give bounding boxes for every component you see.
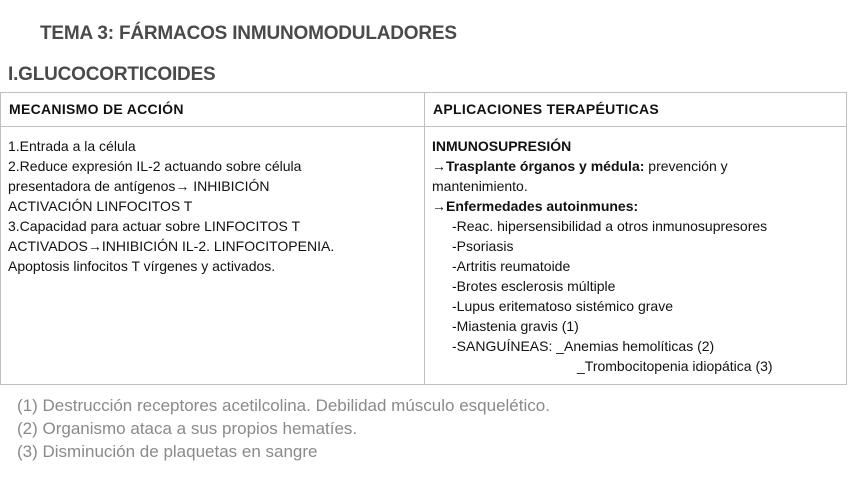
table-row [1, 127, 847, 385]
list-item: -Psoriasis [452, 238, 514, 254]
list-item: -Artritis reumatoide [452, 258, 571, 274]
transplant-text: prevención y [644, 158, 728, 174]
footnote: (1) Destrucción receptores acetilcolina. Debilidad músculo esquelético. [17, 396, 550, 415]
mechanism-cell [1, 127, 425, 385]
autoimmune-label: →Enfermedades autoinmunes: [432, 198, 639, 214]
mechanism-line: 2.Reduce expresión IL-2 actuando sobre célula [8, 158, 302, 174]
footnote: (3) Disminución de plaquetas en sangre [17, 442, 318, 461]
list-item: -SANGUÍNEAS: _Anemias hemolíticas (2) [452, 338, 715, 354]
mechanism-header: MECANISMO DE ACCIÓN [1, 93, 425, 127]
footnotes [17, 394, 550, 463]
list-item: -Lupus eritematoso sistémico grave [452, 298, 673, 314]
list-item: _Trombocitopenia idiopática (3) [577, 358, 773, 374]
mechanism-line: Apoptosis linfocitos T vírgenes y activados. [8, 258, 276, 274]
applications-header: APLICACIONES TERAPÉUTICAS [425, 93, 847, 127]
list-item: -Reac. hipersensibilidad a otros inmunosupresores [452, 218, 768, 234]
content-table [0, 92, 847, 385]
mechanism-line: ACTIVACIÓN LINFOCITOS T [8, 198, 193, 214]
applications-cell [425, 127, 847, 385]
list-item: -Brotes esclerosis múltiple [452, 278, 616, 294]
transplant-continuation: mantenimiento. [432, 178, 528, 194]
footnote: (2) Organismo ataca a sus propios hematíes. [17, 419, 358, 438]
table-header-row [1, 93, 847, 127]
immunosuppression-heading: INMUNOSUPRESIÓN [432, 138, 572, 154]
transplant-line [432, 156, 839, 176]
list-item: -Miastenia gravis (1) [452, 318, 579, 334]
mechanism-line: ACTIVADOS→INHIBICIÓN IL-2. LINFOCITOPENIA. [8, 238, 335, 254]
page-title: TEMA 3: FÁRMACOS INMUNOMODULADORES [40, 23, 457, 44]
mechanism-line: 3.Capacidad para actuar sobre LINFOCITOS T [8, 218, 301, 234]
mechanism-line: presentadora de antígenos→ INHIBICIÓN [8, 178, 270, 194]
section-title: I.GLUCOCORTICOIDES [8, 64, 216, 85]
mechanism-line: 1.Entrada a la célula [8, 138, 136, 154]
transplant-label: →Trasplante órganos y médula: [432, 158, 645, 174]
